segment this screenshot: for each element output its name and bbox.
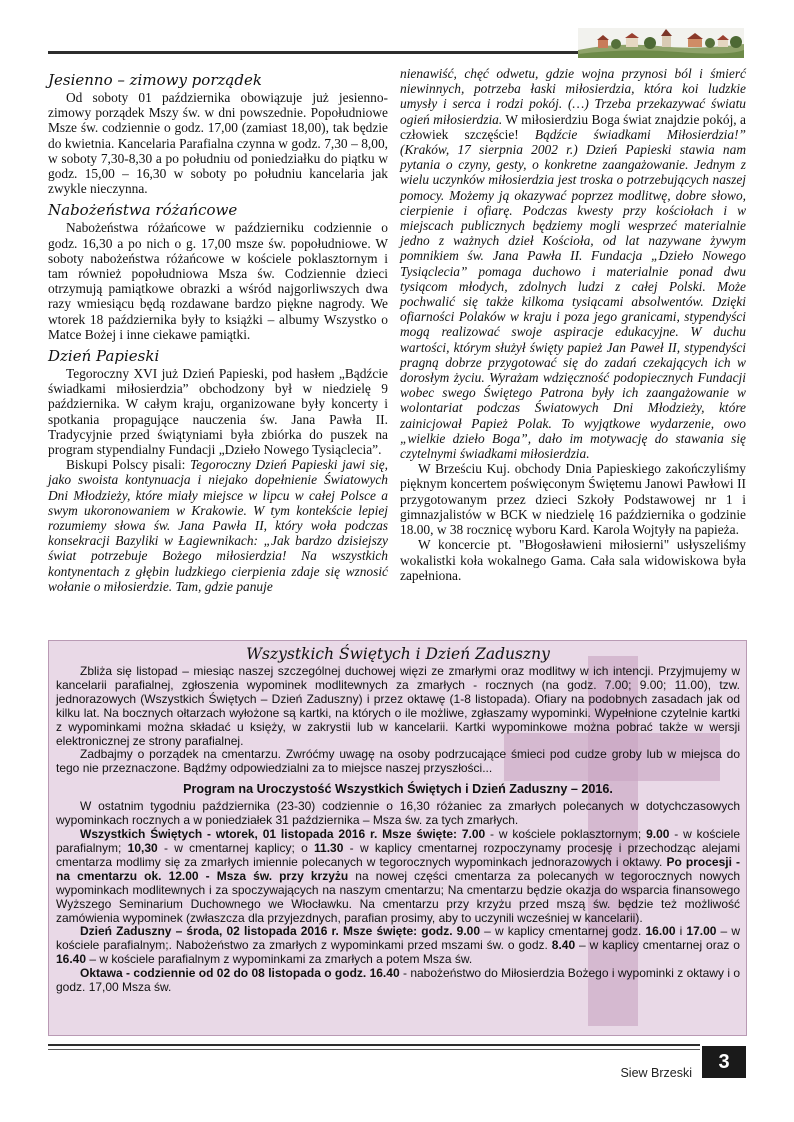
- body-text: Dzień Papieski stawia nam pytania o czyny, gesty, o konkretne zaangażowanie. Jednym z wielu uczynków miłosierdzia jest troska o potrzebujących naszej pomocy. Możemy ją okazywać poprzez modlitwę, dobre słowo, cierpienie i ofiarę. Podczas kwesty przy kościołach i w miejscach publicznych będziemy mogli wesprzeć materialnie jedno z ważnych dzieł Kościoła, od lat nazywane żywym pomnikiem św. Jana Pawła II. Fundacja „Dzieło Nowego Tysiąclecia” pomaga duchowo i materialnie ponad dwu tysiącom młodych, zdolnych ludzi z całej Polski. Może pochwalić się także kilkoma tysiącami absolwentów. Dzięki ofiarności Polaków w kraju i poza jego granicami, stypendyści mogą realizować swoje aspiracje edukacyjne. W duchu wartości, którym służył święty papież Jan Paweł II, stypendyści pragną dobrze przygotować się do zadań czekających ich w dorosłym życiu. Wyrażam wdzięczność podopiecznych Fundacji wobec swego Świętego Patrona były ich zaangażowanie w wolontariat podczas Światowych Dni Młodzieży, które zainicjował Papież Polak. To wyjątkowe wydarzenie, owo „wielkie dzieło Boga”, dało im motywację do stawania się czytelnymi świadkami miłosierdzia.: [400, 142, 746, 462]
- body-text: i: [675, 924, 687, 939]
- body-text: - w kaplicy cmentarnej rozpoczynamy procesję i przechodząc alejami cmentarza modlimy się za zmarłych imiennie polecanych w tegorocznych wypominkach jednorazowych i oktawy.: [56, 840, 741, 869]
- publication-name: Siew Brzeski: [620, 1066, 692, 1080]
- paragraph: W ostatnim tygodniu października (23-30) codziennie o 16,30 różaniec za zmarłych polecanych w dotychczasowych wypominkach rocznych a w poniedziałek 31 października – Msza św. za tych zmarłych.: [56, 799, 740, 828]
- body-text: – w kościele parafialnym z wypominkami za zmarłych a potem Msza św.: [86, 952, 473, 967]
- section-title: Dzień Papieski: [48, 347, 160, 366]
- bold-text: 17.00: [686, 924, 717, 939]
- bold-text: 16.40: [56, 952, 87, 967]
- section-title: Nabożeństwa różańcowe: [48, 201, 238, 220]
- program-title: Program na Uroczystość Wszystkich Świętych i Dzień Zaduszny – 2016.: [183, 782, 613, 797]
- paragraph-octave: [56, 967, 740, 995]
- quote-text: Bądźcie świadkami Miłosierdzia!” (Kraków, 17 sierpnia 2002 r.): [400, 126, 746, 158]
- bold-text: Dzień Zaduszny – środa, 02 listopada 2016 r. Msze święte: godz. 9.00: [80, 924, 481, 939]
- page-number: 3: [702, 1046, 746, 1078]
- body-text: - nabożeństwo do Miłosierdzia Bożego i wypominki z oktawy i o godz. 17,00 Msza św.: [56, 966, 741, 995]
- paragraph: Nabożeństwa różańcowe w październiku codziennie o godz. 16,30 a po nich o g. 17,00 msze św. popołudniowe. W soboty nabożeństwa różańcowe w kościele poklasztornym i tam również popołudniowa Msza św. Codziennie dzieci otrzymują pamiątkowe obrazki a wśród najgorliwszych dwa razy wmiesiącu będą rozdawane bardzo piękne nagrody. We wtorek 18 października były to książki – albumy Wszystko o Matce Bożej i inne ciekawe pamiątki.: [48, 220, 388, 342]
- all-saints-content: [56, 644, 740, 995]
- body-text: na nowej części cmentarza za polecanych w tegorocznych nowych wypominkach modlitewnych i za spoczywających na naszym cmentarzu; Na cmentarzu będzie okazja do wsparcia finansowego Wyższego Seminarium Duchownego we Włocławku. Na cmentarzu przy krzyżu przed mszą św. będzie też możliwość zamówienia wypominek (zwłaszcza dla przyjezdnych, parafian prosimy, aby to uczynili wcześniej w kancelarii).: [56, 868, 740, 925]
- bold-text: Wszystkich Świętych - wtorek, 01 listopada 2016 r. Msze święte: 7.00: [80, 827, 486, 842]
- paragraph: Od soboty 01 października obowiązuje już jesienno-zimowy porządek Mszy św. w dni powszednie. Popołudniowe Msze św. codziennie o godz. 17,00 (zamiast 18,00), tak będzie do kwietnia. Kancelaria Parafialna czynna w godz. 7,30 – 8,00, w soboty 7,30-8,30 a po południu od poniedziałku do piątku w godz. 15,00 – 16,30 w soboty po południu kancelaria jak zwykle nieczynna.: [48, 90, 388, 197]
- section-papal-day: [48, 348, 388, 594]
- bold-text: 10,30: [127, 840, 158, 855]
- paragraph: W koncercie pt. "Błogosławieni miłosierni" usłyszeliśmy wokalistki koła wokalnego Gama. Cała sala widowiskowa była zapełniona.: [400, 537, 746, 583]
- quote-text: Tegoroczny Dzień Papieski jawi się, jako swoista kontynuacja i niejako dopełnienie Światowych Dni Młodzieży, które miały miejsce w lipcu w całej Polsce a swym ukoronowaniem w Krakowie. W tym kontekście lepiej rozumiemy słowa św. Jana Pawła II, który woła podczas konsekracji Bazyliki w Łagiewnikach: „Jak bardzo dzisiejszy świat potrzebuje Bożego miłosierdzia! Na wszystkich kontynentach z głębin ludzkiego cierpienia zdaje się wznosić wołanie o miłosierdzie. Tam, gdzie panuje: [48, 457, 388, 594]
- paragraph: [400, 66, 746, 461]
- village-landscape-icon: [578, 28, 744, 58]
- body-text: - w kościele parafialnym;: [56, 827, 740, 855]
- box-title: Wszystkich Świętych i Dzień Zaduszny: [246, 645, 550, 663]
- quote-text: nienawiść, chęć odwetu, gdzie wojna przynosi ból i śmierć niewinnych, potrzeba łaski miłosierdzia, która koi ludzkie umysły i serca i rodzi pokój. (…) Trzeba przekazywać światu ogień miłosierdzia.: [400, 66, 746, 127]
- bold-text: Po procesji - na cmentarzu ok. 12.00 - Msza św. przy krzyżu: [56, 854, 740, 883]
- right-column: [400, 66, 746, 583]
- bold-text: 8.40: [551, 938, 576, 953]
- body-text: - w cmentarnej kaplicy; o: [157, 840, 315, 855]
- body-text: – w kaplicy cmentarnej godz.: [480, 924, 646, 939]
- bold-text: 9.00: [646, 827, 670, 842]
- paragraph: Tegoroczny XVI już Dzień Papieski, pod hasłem „Bądźcie świadkami miłosierdzia” obchodzony był w niedzielę 9 października. W całym kraju, organizowane były koncerty i spotkania propagujące nauczenia św. Jana Pawła II. Tradycyjnie przed świątyniami była zbiórka do puszek na program stypendialny Fundacji „Dzieło Nowego Tysiąclecia”.: [48, 366, 388, 458]
- paragraph-all-saints: [56, 828, 740, 925]
- body-text: W miłosierdziu Boga świat znajdzie pokój, a człowiek szczęście!: [400, 111, 746, 142]
- paragraph: Zadbajmy o porządek na cmentarzu. Zwróćmy uwagę na osoby podrzucające śmieci pod cudze groby lub w miejsca do tego nie przeznaczone. Bądźmy odpowiedzialni za to miejsce naszej przyszłości...: [56, 747, 740, 776]
- paragraph-lead: Biskupi Polscy pisali:: [66, 457, 191, 473]
- header-rule: [48, 51, 578, 54]
- section-autumn-schedule: [48, 72, 388, 196]
- left-column: [48, 72, 388, 600]
- body-text: – w kościele parafialnym;. Nabożeństwo za zmarłych z wypominkami przed mszami św. o godz.: [56, 924, 740, 953]
- body-text: – w kaplicy cmentarnej oraz o: [575, 938, 740, 953]
- header-village-image: [578, 28, 744, 58]
- footer-rule-thin: [48, 1049, 700, 1050]
- body-text: - w kościele poklasztornym;: [485, 827, 647, 842]
- paragraph: Zbliża się listopad – miesiąc naszej szczególnej duchowej więzi ze zmarłymi oraz modlitwy w ich intencji. Przyjmujemy w kancelarii parafialnej, zgłoszenia wypominek modlitewnych za zmarłych - rocznych (na godz. 7.00; 9.00; 11.00), tzw. jednorazowych (Wszystkich Świętych – Dzień Zaduszny) i przez oktawę (1-8 listopada). Ofiary na podobnych zasadach jak od kilku lat. Na bocznych ołtarzach wyłożone są kartki, na których o ile możliwe, zgłaszamy wypominki. Wypełnione czytelnie kartki z wypominkami można składać u księży, w zakrystii lub w kancelarii. Kartki wypominkowe można pobrać także w wersji elektronicznej ze strony parafialnej.: [56, 664, 740, 748]
- paragraph: W Brześciu Kuj. obchody Dnia Papieskiego zakończyliśmy pięknym koncertem poświęconym Świętemu Janowi Pawłowi II przygotowanym przez dzieci Szkoły Podstawowej nr 1 i gimnazjalistów w BCK w niedzielę 16 października o godzinie 18.00, w 38 rocznicę wyboru Kard. Karola Wojtyły na papieża.: [400, 461, 746, 538]
- bold-text: 16.00: [645, 924, 676, 939]
- section-rosary: [48, 202, 388, 342]
- footer-rule: [48, 1044, 700, 1046]
- bold-text: Oktawa - codziennie od 02 do 08 listopada o godz. 16.40: [80, 966, 400, 981]
- paragraph: [48, 457, 388, 594]
- bold-text: 11.30: [314, 840, 344, 855]
- section-title: Jesienno – zimowy porządek: [48, 71, 262, 89]
- paragraph-all-souls: [56, 925, 740, 967]
